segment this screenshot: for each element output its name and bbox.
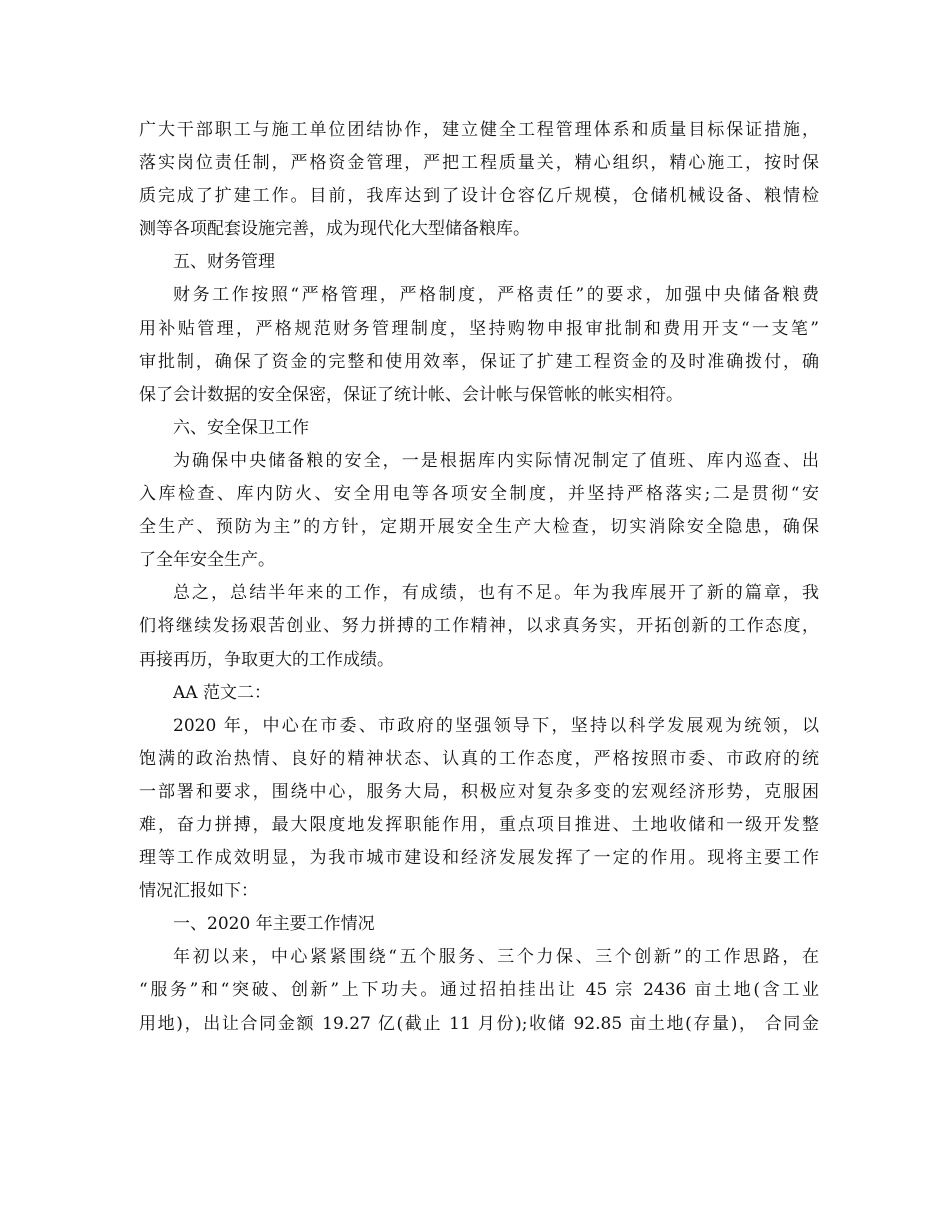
- text-line: 用地)，出让合同金额 19.27 亿(截止 11 月份);收储 92.85 亩土地(存量)， 合同金: [139, 1013, 819, 1034]
- text-line: 饱满的政治热情、良好的精神状态、认真的工作态度，严格按照市委、市政府的统: [139, 748, 819, 769]
- text-line: 全生产、预防为主”的方针，定期开展安全生产大检查，切实消除安全隐患，确保: [139, 517, 819, 538]
- text-line: 广大干部职工与施工单位团结协作，建立健全工程管理体系和质量目标保证措施，: [139, 120, 819, 140]
- text-line: 测等各项配套设施完善，成为现代化大型储备粮库。: [139, 219, 530, 240]
- text-line: 财务工作按照“严格管理，严格制度，严格责任”的要求，加强中央储备粮费: [173, 285, 819, 306]
- text-line: 审批制，确保了资金的完整和使用效率，保证了扩建工程资金的及时准确拨付，确: [139, 351, 819, 372]
- text-line: 难，奋力拼搏，最大限度地发挥职能作用，重点项目推进、土地收储和一级开发整: [139, 814, 819, 835]
- text-line: 理等工作成效明显，为我市城市建设和经济发展发挥了一定的作用。现将主要工作: [139, 848, 819, 869]
- text-line: 一、2020 年主要工作情况: [173, 914, 375, 935]
- text-line: 再接再历，争取更大的工作成绩。: [139, 649, 394, 670]
- text-line: 了全年安全生产。: [139, 550, 275, 571]
- text-line: 六、安全保卫工作: [173, 417, 309, 438]
- text-line: 总之，总结半年来的工作，有成绩，也有不足。年为我库展开了新的篇章，我: [173, 583, 819, 604]
- text-line: 为确保中央储备粮的安全，一是根据库内实际情况制定了值班、库内巡查、出: [173, 450, 819, 471]
- text-line: 落实岗位责任制，严格资金管理，严把工程质量关，精心组织，精心施工，按时保: [139, 153, 819, 174]
- text-line: “服务”和“突破、创新”上下功夫。通过招拍挂出让 45 宗 2436 亩土地(含工业: [139, 980, 819, 1001]
- text-line: 一部署和要求，围绕中心，服务大局，积极应对复杂多变的宏观经济形势，克服困: [139, 781, 819, 802]
- text-line: 质完成了扩建工作。目前，我库达到了设计仓容亿斤规模，仓储机械设备、粮情检: [139, 186, 819, 207]
- text-line: 五、财务管理: [173, 252, 275, 273]
- text-line: 情况汇报如下：: [139, 881, 258, 902]
- document-body: [139, 114, 819, 1041]
- text-line: AA 范文二：: [173, 682, 271, 703]
- text-line: 们将继续发扬艰苦创业、努力拼搏的工作精神，以求真务实，开拓创新的工作态度，: [139, 616, 819, 637]
- text-line: 用补贴管理，严格规范财务管理制度，坚持购物申报审批制和费用开支“一支笔”: [139, 318, 819, 339]
- text-line: 入库检查、库内防火、安全用电等各项安全制度，并坚持严格落实;二是贯彻“安: [139, 484, 819, 505]
- text-line: 保了会计数据的安全保密，保证了统计帐、会计帐与保管帐的帐实相符。: [139, 384, 683, 405]
- text-line: 年初以来，中心紧紧围绕“五个服务、三个力保、三个创新”的工作思路，在: [173, 947, 819, 968]
- text-line: 2020 年，中心在市委、市政府的坚强领导下，坚持以科学发展观为统领，以: [173, 715, 819, 736]
